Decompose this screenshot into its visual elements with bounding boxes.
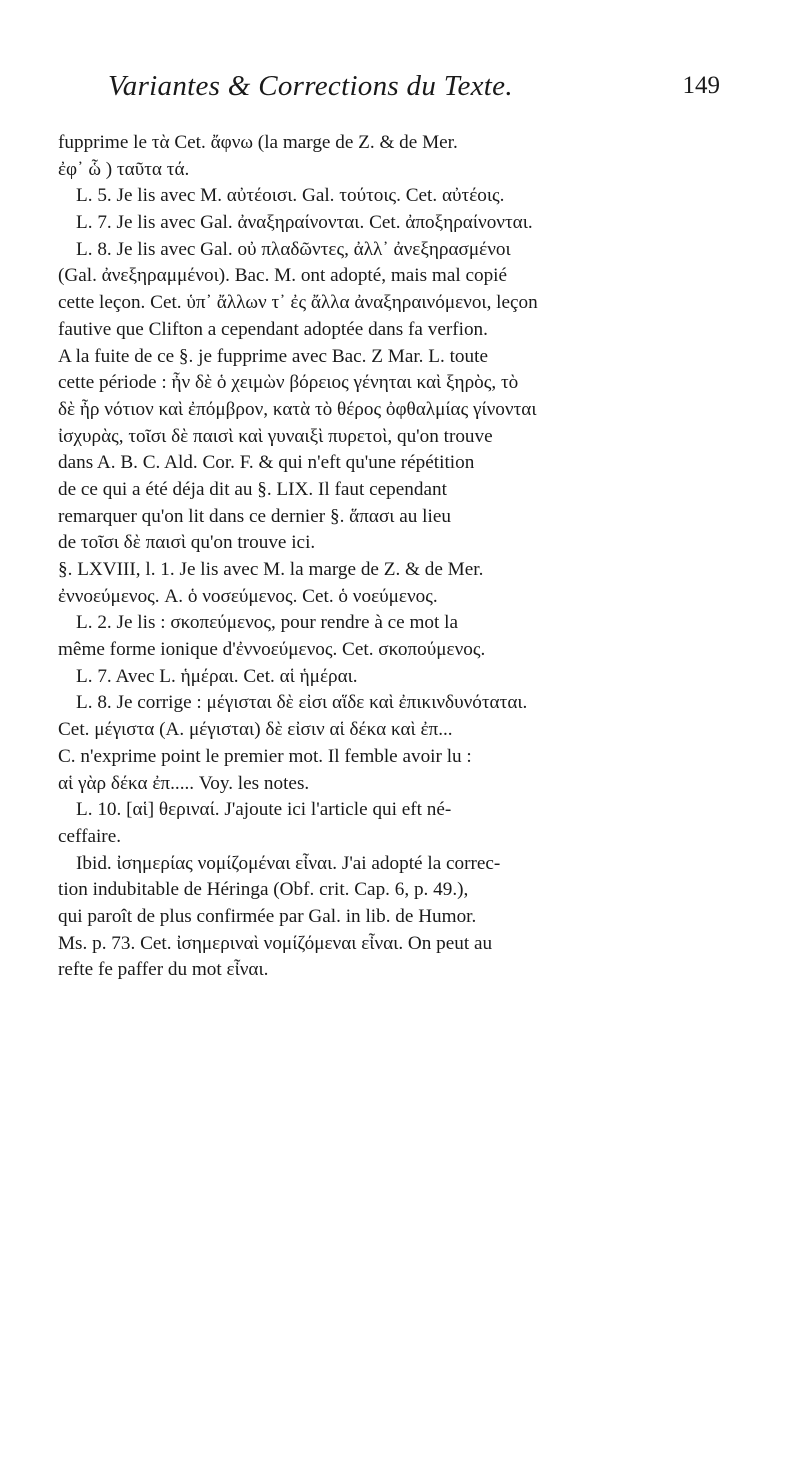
text-line: refte fe paffer du mot εἶναι. — [58, 959, 269, 981]
text-line: cette période : ἦν δὲ ὁ χειμὼν βόρειος γένηται καὶ ξηρὸς, τὸ — [58, 372, 519, 394]
text-line: δὲ ἦρ νότιον καὶ ἐπόμβρον, κατὰ τὸ θέρος ὀφθαλμίας γίνονται — [58, 398, 537, 420]
text-line: L. 8. Je lis avec Gal. οὐ πλαδῶντες, ἀλλ᾽ ἀνεξηρασμένοι — [76, 238, 511, 260]
text-line: remarquer qu'on lit dans ce dernier §. ἅπασι au lieu — [58, 505, 451, 527]
text-line: de τοῖσι δὲ παισὶ qu'on trouve ici. — [58, 532, 316, 554]
text-line: L. 2. Je lis : σκοπεύμενος, pour rendre à ce mot la — [76, 612, 458, 634]
text-line: Ibid. ἰσημερίας νομίζομέναι εἶναι. J'ai adopté la correc- — [76, 852, 501, 874]
text-line: fautive que Clifton a cependant adoptée dans fa verfion. — [58, 318, 488, 340]
text-line: L. 10. [αἱ] θεριναί. J'ajoute ici l'article qui eft né- — [76, 799, 452, 821]
page-number: 149 — [682, 72, 720, 99]
text-line: cette leçon. Cet. ὑπ᾽ ἄλλων τ᾽ ἐς ἄλλα ἀναξηραινόμενοι, leçon — [58, 292, 538, 314]
text-line: ἐννοεύμενος. A. ὁ νοσεύμενος. Cet. ὁ νοεύμενος. — [58, 585, 438, 607]
text-line: qui paroît de plus confirmée par Gal. in lib. de Humor. — [58, 905, 477, 927]
text-line: même forme ionique d'ἐννοεύμενος. Cet. σκοπούμενος. — [58, 639, 486, 661]
text-line: §. LXVIII, l. 1. Je lis avec M. la marge de Z. & de Mer. — [58, 559, 484, 580]
text-line: de ce qui a été déja dit au §. LIX. Il faut cependant — [58, 478, 447, 500]
text-line: fupprime le τὰ Cet. ἄφνω (la marge de Z. & de Mer. — [58, 132, 458, 153]
text-line: ἐφ᾽ ὧ ) ταῦτα τά. — [58, 158, 190, 180]
text-line: ἰσχυρὰς, τοῖσι δὲ παισὶ καὶ γυναιξὶ πυρετοὶ, qu'on trouve — [58, 425, 493, 447]
text-line: L. 7. Je lis avec Gal. ἀναξηραίνονται. Cet. ἀποξηραίνονται. — [76, 212, 533, 234]
text-line: ceffaire. — [58, 825, 122, 847]
text-line: Ms. p. 73. Cet. ἰσημεριναὶ νομίζόμεναι εἶναι. On peut au — [58, 932, 493, 954]
text-line: dans A. B. C. Ald. Cor. F. & qui n'eft qu'une répétition — [58, 452, 475, 474]
running-title: Variantes & Corrections du Texte. — [108, 70, 513, 102]
text-line: (Gal. ἀνεξηραμμένοι). Bac. M. ont adopté, mais mal copié — [58, 265, 508, 287]
text-line: tion indubitable de Héringa (Obf. crit. Cap. 6, p. 49.), — [58, 879, 469, 901]
text-line: L. 8. Je corrige : μέγισται δὲ εἰσι αἵδε καὶ ἐπικινδυνόταται. — [76, 692, 528, 714]
text-line: L. 7. Avec L. ἡμέραι. Cet. αἱ ἡμέραι. — [76, 665, 358, 687]
text-line: αἱ γὰρ δέκα ἐπ..... Voy. les notes. — [58, 772, 310, 794]
text-line: C. n'exprime point le premier mot. Il femble avoir lu : — [58, 745, 472, 767]
body-text — [58, 130, 718, 984]
text-line: Cet. μέγιστα (A. μέγισται) δὲ εἰσιν αἱ δέκα καὶ ἐπ... — [58, 719, 453, 741]
text-line: L. 5. Je lis avec M. αὐτέοισι. Gal. τούτοις. Cet. αὐτέοις. — [76, 185, 505, 207]
page-header — [90, 70, 720, 120]
text-line: A la fuite de ce §. je fupprime avec Bac. Z Mar. L. toute — [58, 345, 488, 367]
